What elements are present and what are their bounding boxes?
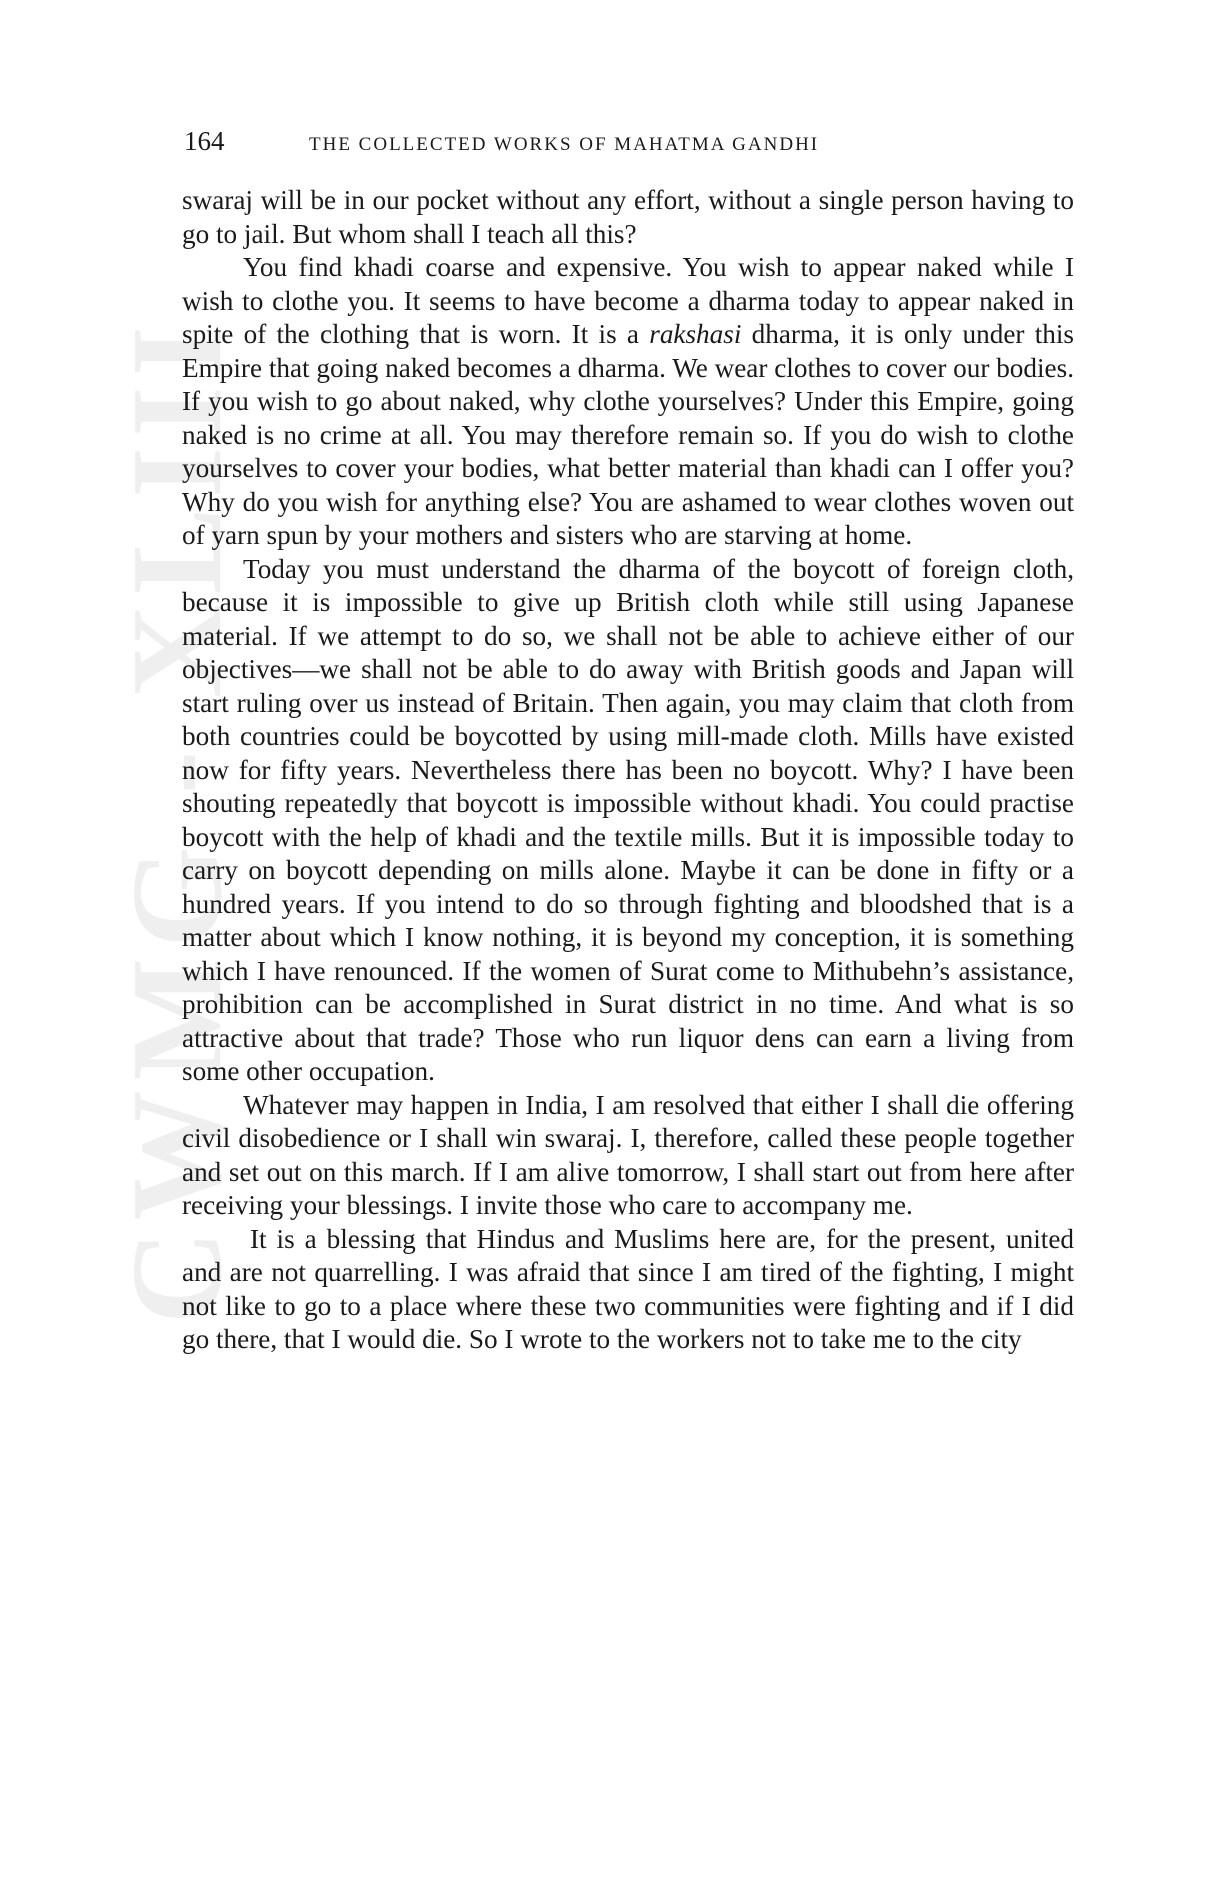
running-head bbox=[184, 126, 1084, 157]
page-number: 164 bbox=[184, 126, 225, 156]
paragraph-3 bbox=[182, 553, 1074, 1089]
paragraph-5 bbox=[182, 1223, 1074, 1357]
paragraph-2 bbox=[182, 251, 1074, 553]
text-run: You find khadi coarse and expensive. You wish to appear naked while I wish to clothe you. It seems to have become a dharma today to appear naked in spite of the clothing that is worn. It is a bbox=[182, 252, 1074, 349]
text-run: swaraj will be in our pocket without any effort, without a single person having to go to jail. But whom shall I teach all this? bbox=[182, 185, 1074, 249]
paragraph-4 bbox=[182, 1089, 1074, 1223]
text-run: Today you must understand the dharma of the boycott of foreign cloth, because it is impossible to give up British cloth while still using Japanese material. If we attempt to do so, we shall not be able to achieve either of our objectives—we shall not be able to do away with British goods and Japan will start ruling over us instead of Britain. Then again, you may claim that cloth from both countries could be boycotted by using mill-made cloth. Mills have existed now for fifty years. Nevertheless there has been no boycott. Why? I have been shouting repeatedly that boycott is impossible without khadi. You could practise boycott with the help of khadi and the textile mills. But it is impossible today to carry on boycott depending on mills alone. Maybe it can be done in fifty or a hundred years. If you intend to do so through fighting and bloodshed that is a matter about which I know nothing, it is beyond my conception, it is something which I have renounced. If the women of Surat come to Mithubehn’s assistance, prohibition can be accomplished in Surat district in no time. And what is so attractive about that trade? Those who run liquor dens can earn a living from some other occupation. bbox=[182, 553, 1074, 1086]
text-run: Whatever may happen in India, I am resolved that either I shall die offering civil disobedience or I shall win swaraj. I, therefore, called these people together and set out on this march. If I am alive tomorrow, I shall start out from here after receiving your blessings. I invite those who care to accompany me. bbox=[182, 1089, 1074, 1220]
book-title: THE COLLECTED WORKS OF MAHATMA GANDHI bbox=[309, 134, 820, 155]
paragraph-1 bbox=[182, 184, 1074, 251]
body-text bbox=[182, 184, 1074, 1357]
text-run: dharma, it is only under this Empire that going naked becomes a dharma. We wear clothes to cover our bodies. If you wish to go about naked, why clothe yourselves? Under this Empire, going naked is no crime at all. You may therefore remain so. If you do wish to clothe yourselves to cover your bodies, what better material than khadi can I offer you? Why do you wish for anything else? You are ashamed to wear clothes woven out of yarn spun by your mothers and sisters who are starving at home. bbox=[182, 319, 1074, 550]
text-run: It is a blessing that Hindus and Muslims here are, for the present, united and are not quarrelling. I was afraid that since I am tired of the fighting, I might not like to go to a place where these two communities were fighting and if I did go there, that I would die. So I wrote to the workers not to take me to the city bbox=[182, 1223, 1074, 1354]
italic-term: rakshasi bbox=[649, 319, 742, 349]
watermark-text: CWMG - XLIII bbox=[105, 315, 250, 1325]
